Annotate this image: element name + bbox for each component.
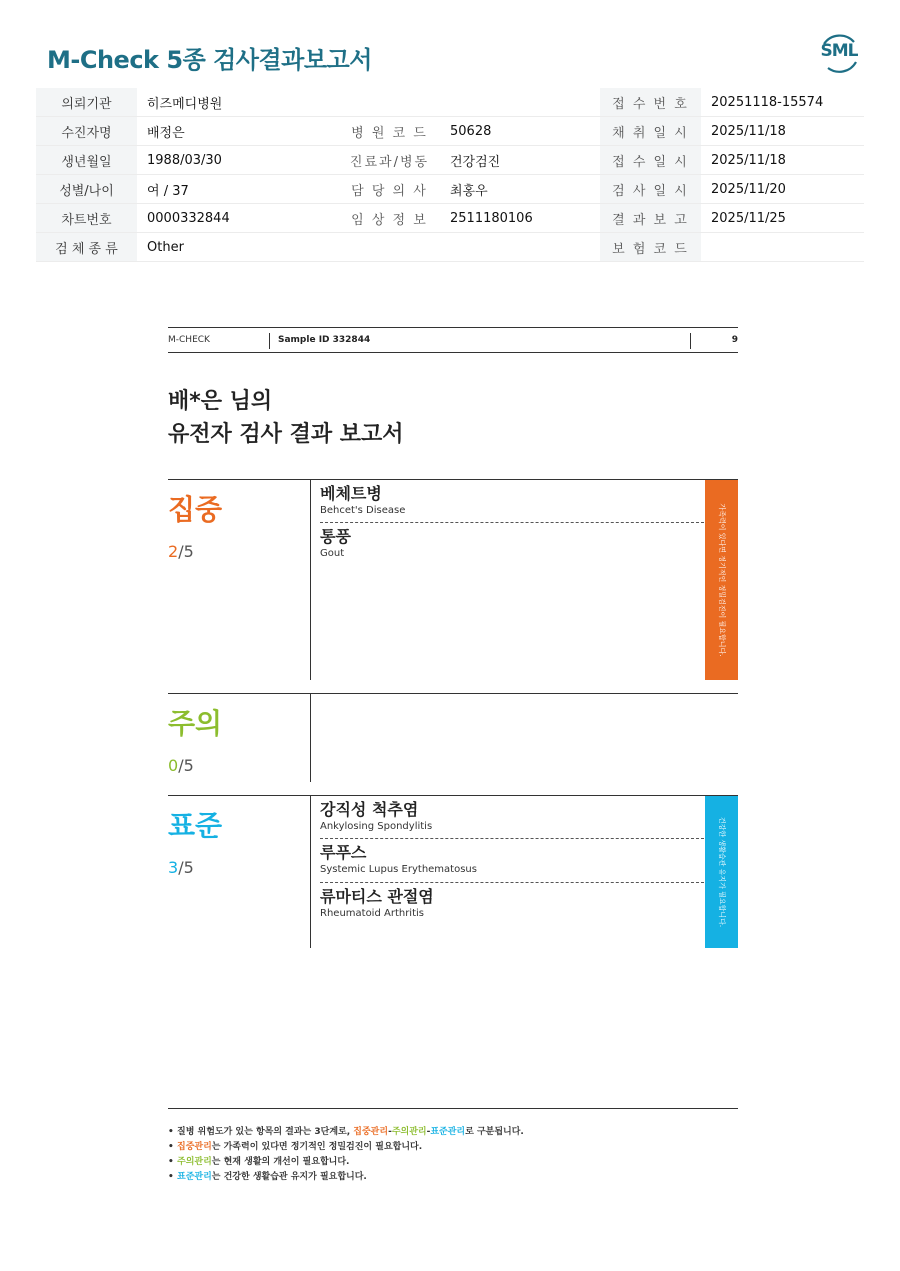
- section-side-bar: [705, 480, 738, 680]
- footer-note: • 질병 위험도가 있는 항목의 결과는 3단계로, 집중관리-주의관리-표준관리로 구분됩니다.: [168, 1125, 738, 1140]
- info-label: 성별/나이: [36, 175, 137, 204]
- info-value: 2025/11/18: [701, 146, 864, 175]
- greeting-line-2: 유전자 검사 결과 보고서: [168, 422, 404, 447]
- header-divider: [690, 333, 691, 349]
- report-brand: M-CHECK: [168, 335, 210, 345]
- info-value: [440, 233, 600, 262]
- footer-note: • 주의관리는 현재 생활의 개선이 필요합니다.: [168, 1155, 738, 1170]
- info-value: 50628: [440, 117, 600, 146]
- footer-note: • 집중관리는 가족력이 있다면 정기적인 정밀검진이 필요합니다.: [168, 1140, 738, 1155]
- info-row: [36, 175, 864, 204]
- section-divider: [310, 796, 311, 948]
- info-value: 20251118-15574: [701, 88, 864, 117]
- info-value: 2025/11/20: [701, 175, 864, 204]
- info-value: 2025/11/25: [701, 204, 864, 233]
- info-value: 1988/03/30: [137, 146, 339, 175]
- info-row: [36, 146, 864, 175]
- disease-item: 강직성 척추염 Ankylosing Spondylitis: [320, 800, 433, 832]
- info-label: 수진자명: [36, 117, 137, 146]
- item-separator: [320, 882, 704, 883]
- report-greeting: [168, 385, 404, 451]
- greeting-line-1: 배*은 님의: [168, 389, 273, 414]
- patient-info-table: [36, 88, 864, 262]
- section-divider: [310, 480, 311, 680]
- disease-item: 베체트병 Behcet's Disease: [320, 484, 406, 516]
- info-label: 생년월일: [36, 146, 137, 175]
- info-row: [36, 117, 864, 146]
- section-count: 3/5: [168, 858, 194, 877]
- info-label: 검 체 종 류: [36, 233, 137, 262]
- item-separator: [320, 522, 704, 523]
- sml-logo-icon: [816, 30, 862, 76]
- section-standard: [168, 795, 738, 948]
- header-divider: [269, 333, 270, 349]
- page-title: M-Check 5종 검사결과보고서: [47, 46, 372, 74]
- section-caution: [168, 693, 738, 782]
- logo-text: SML: [820, 41, 858, 61]
- section-divider: [310, 694, 311, 782]
- info-value: 건강검진: [440, 146, 600, 175]
- section-focus: [168, 479, 738, 680]
- info-label: 임 상 정 보: [339, 204, 440, 233]
- info-label: 채 취 일 시: [600, 117, 701, 146]
- info-row: [36, 233, 864, 262]
- info-value: [440, 88, 600, 117]
- info-label: 진료과/병동: [339, 146, 440, 175]
- section-name: 표준: [168, 809, 223, 842]
- info-row: [36, 204, 864, 233]
- info-label: 접 수 번 호: [600, 88, 701, 117]
- side-note: 건강한 생활습관 유지가 필요합니다.: [717, 816, 726, 928]
- info-row: [36, 88, 864, 117]
- info-value: Other: [137, 233, 339, 262]
- side-note: 가족력이 있다면 정기적인 정밀검진이 필요합니다.: [717, 503, 726, 657]
- info-value: 배정은: [137, 117, 339, 146]
- info-value: 히즈메디병원: [137, 88, 339, 117]
- info-label: 검 사 일 시: [600, 175, 701, 204]
- report-header: [168, 327, 738, 353]
- sample-id: Sample ID 332844: [278, 335, 371, 345]
- section-side-bar: [705, 796, 738, 948]
- info-value: 0000332844: [137, 204, 339, 233]
- info-value: [701, 233, 864, 262]
- info-label: 보 험 코 드: [600, 233, 701, 262]
- page-number: 9: [731, 335, 738, 345]
- info-label: 의뢰기관: [36, 88, 137, 117]
- section-name: 주의: [168, 707, 223, 740]
- info-label: 차트번호: [36, 204, 137, 233]
- footer-note: • 표준관리는 건강한 생활습관 유지가 필요합니다.: [168, 1170, 738, 1185]
- info-value: 2511180106: [440, 204, 600, 233]
- section-name: 집중: [168, 493, 223, 526]
- info-label: 병 원 코 드: [339, 117, 440, 146]
- info-label: [339, 233, 440, 262]
- disease-item: 통풍 Gout: [320, 527, 351, 559]
- info-label: 담 당 의 사: [339, 175, 440, 204]
- info-value: 2025/11/18: [701, 117, 864, 146]
- item-separator: [320, 838, 704, 839]
- info-value: 여 / 37: [137, 175, 339, 204]
- disease-item: 류마티스 관절염 Rheumatoid Arthritis: [320, 887, 434, 919]
- info-label: 결 과 보 고: [600, 204, 701, 233]
- report-footer: [168, 1108, 738, 1185]
- section-count: 2/5: [168, 542, 194, 561]
- section-count: 0/5: [168, 756, 194, 775]
- info-value: 최홍우: [440, 175, 600, 204]
- disease-item: 루푸스 Systemic Lupus Erythematosus: [320, 843, 477, 875]
- info-label: [339, 88, 440, 117]
- info-label: 접 수 일 시: [600, 146, 701, 175]
